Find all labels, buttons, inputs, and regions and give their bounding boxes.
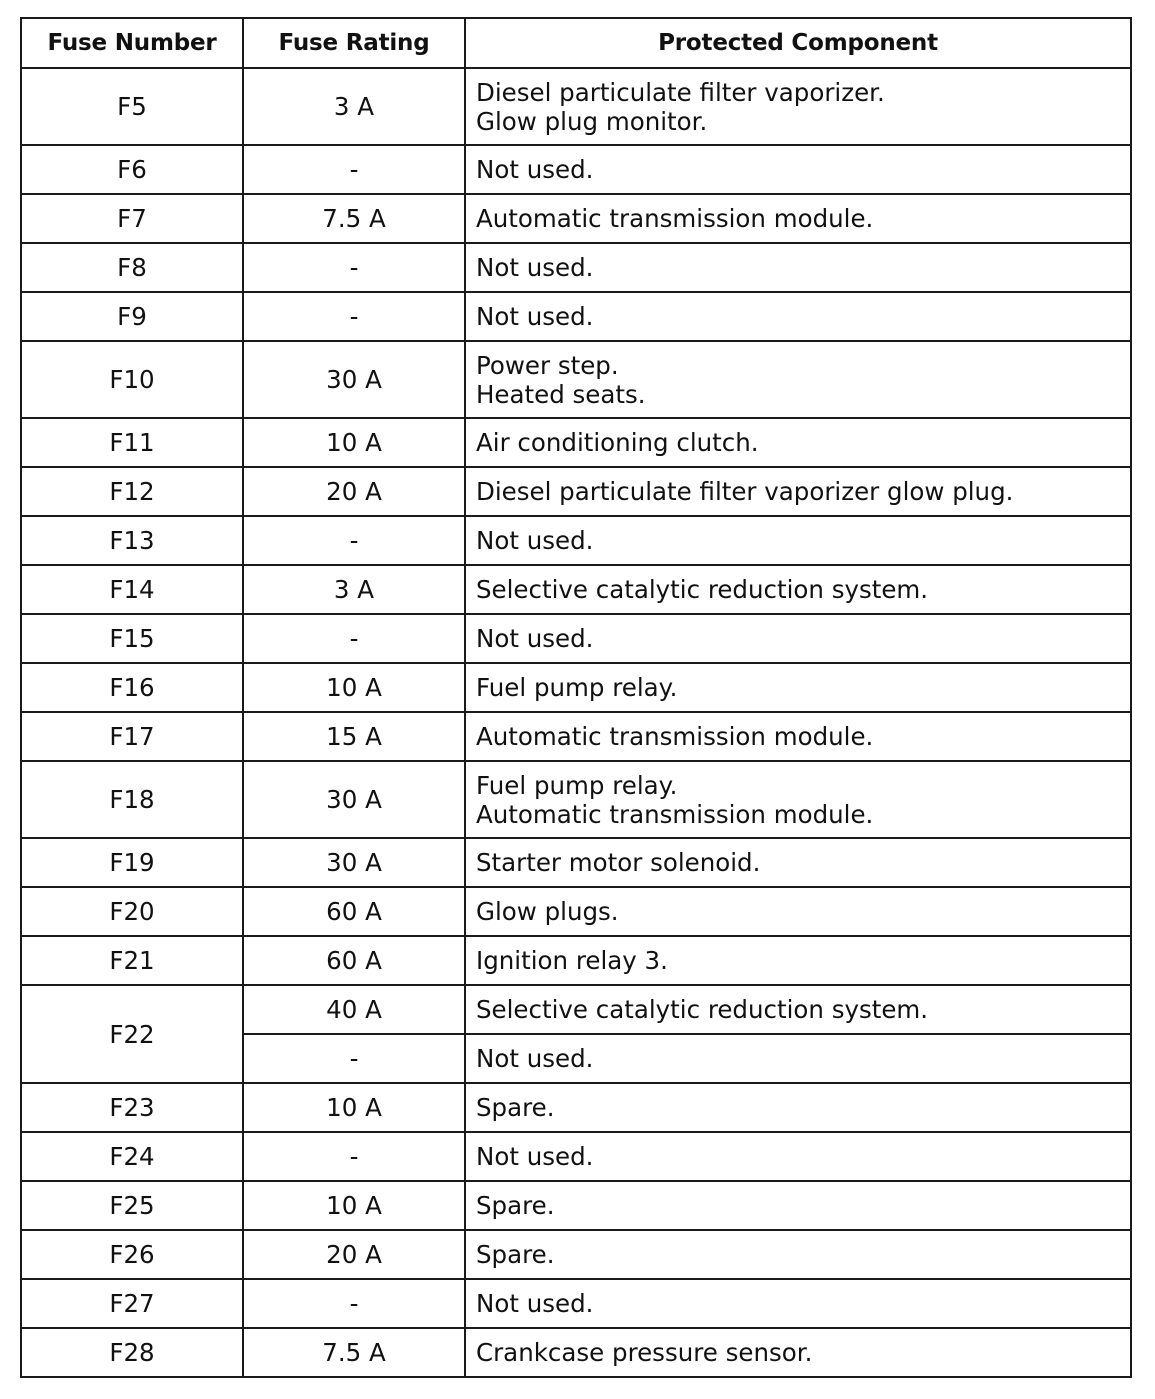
- fuse-rating-cell: 60 A: [243, 936, 465, 985]
- table-row: [21, 467, 1131, 516]
- protected-component-cell: [465, 194, 1131, 243]
- protected-component-cell: [465, 1181, 1131, 1230]
- component-line: Automatic transmission module.: [476, 722, 874, 751]
- fuse-rating-cell: 30 A: [243, 838, 465, 887]
- protected-component-cell: [465, 145, 1131, 194]
- component-line: Fuel pump relay.: [476, 673, 678, 702]
- component-line: Selective catalytic reduction system.: [476, 575, 929, 604]
- fuse-number-cell: F22: [21, 985, 243, 1083]
- header-fuse-rating: Fuse Rating: [243, 18, 465, 68]
- fuse-rating-cell: 15 A: [243, 712, 465, 761]
- component-line: Not used.: [476, 526, 594, 555]
- table-row: [21, 614, 1131, 663]
- fuse-rating-cell: 20 A: [243, 467, 465, 516]
- fuse-rating-cell: 10 A: [243, 1083, 465, 1132]
- protected-component-cell: [465, 1132, 1131, 1181]
- table-row: [21, 663, 1131, 712]
- table-row: [21, 1328, 1131, 1377]
- component-line: Not used.: [476, 302, 594, 331]
- component-line: Spare.: [476, 1240, 555, 1269]
- table-row: [21, 1230, 1131, 1279]
- component-line: Selective catalytic reduction system.: [476, 995, 929, 1024]
- fuse-rating-cell: 60 A: [243, 887, 465, 936]
- fuse-rating-cell: 10 A: [243, 663, 465, 712]
- protected-component-cell: [465, 418, 1131, 467]
- component-line: Diesel particulate filter vaporizer glow plug.: [476, 477, 1014, 506]
- fuse-rating-cell: 40 A: [243, 985, 465, 1034]
- table-row: [21, 565, 1131, 614]
- component-line: Not used.: [476, 155, 594, 184]
- protected-component-cell: [465, 614, 1131, 663]
- component-line: Not used.: [476, 253, 594, 282]
- component-line: Spare.: [476, 1191, 555, 1220]
- fuse-rating-cell: 7.5 A: [243, 1328, 465, 1377]
- protected-component-cell: [465, 292, 1131, 341]
- component-line: Not used.: [476, 1044, 594, 1073]
- component-line: Automatic transmission module.: [476, 799, 874, 829]
- fuse-rating-cell: -: [243, 145, 465, 194]
- fuse-number-cell: F13: [21, 516, 243, 565]
- table-row: [21, 936, 1131, 985]
- fuse-rating-cell: 7.5 A: [243, 194, 465, 243]
- component-line: Diesel particulate filter vaporizer.: [476, 77, 885, 107]
- table-row: [21, 1083, 1131, 1132]
- fuse-number-cell: F28: [21, 1328, 243, 1377]
- protected-component-cell: [465, 712, 1131, 761]
- fuse-rating-cell: 10 A: [243, 418, 465, 467]
- fuse-number-cell: F5: [21, 68, 243, 145]
- fuse-number-cell: F21: [21, 936, 243, 985]
- component-line: Spare.: [476, 1093, 555, 1122]
- component-line: Glow plug monitor.: [476, 106, 708, 136]
- protected-component-cell: [465, 1328, 1131, 1377]
- fuse-number-cell: F9: [21, 292, 243, 341]
- table-row: [21, 1279, 1131, 1328]
- fuse-number-cell: F10: [21, 341, 243, 418]
- component-line: Fuel pump relay.: [476, 770, 678, 800]
- fuse-number-cell: F8: [21, 243, 243, 292]
- fuse-number-cell: F6: [21, 145, 243, 194]
- fuse-number-cell: F11: [21, 418, 243, 467]
- fuse-number-cell: F15: [21, 614, 243, 663]
- protected-component-cell: [465, 1279, 1131, 1328]
- table-row: [21, 145, 1131, 194]
- component-line: Glow plugs.: [476, 897, 619, 926]
- table-row: [21, 712, 1131, 761]
- fuse-rating-cell: 30 A: [243, 341, 465, 418]
- fuse-rating-cell: -: [243, 1132, 465, 1181]
- fuse-rating-cell: 30 A: [243, 761, 465, 838]
- table-row: [21, 761, 1131, 838]
- component-line: Not used.: [476, 624, 594, 653]
- protected-component-cell: [465, 1034, 1131, 1083]
- protected-component-cell: [465, 68, 1131, 145]
- table-row: [21, 418, 1131, 467]
- table-row: [21, 985, 1131, 1034]
- fuse-rating-cell: 10 A: [243, 1181, 465, 1230]
- fuse-number-cell: F17: [21, 712, 243, 761]
- fuse-number-cell: F16: [21, 663, 243, 712]
- fuse-number-cell: F27: [21, 1279, 243, 1328]
- table-header-row: [21, 18, 1131, 68]
- fuse-table: [20, 17, 1132, 1378]
- fuse-number-cell: F26: [21, 1230, 243, 1279]
- table-body: [21, 68, 1131, 1377]
- fuse-rating-cell: 3 A: [243, 68, 465, 145]
- table-row: [21, 292, 1131, 341]
- fuse-number-cell: F25: [21, 1181, 243, 1230]
- fuse-number-cell: F14: [21, 565, 243, 614]
- protected-component-cell: [465, 936, 1131, 985]
- fuse-rating-cell: -: [243, 516, 465, 565]
- protected-component-cell: [465, 887, 1131, 936]
- protected-component-cell: [465, 663, 1131, 712]
- component-line: Power step.: [476, 350, 619, 380]
- table-row: [21, 838, 1131, 887]
- component-line: Not used.: [476, 1142, 594, 1171]
- protected-component-cell: [465, 1230, 1131, 1279]
- component-line: Not used.: [476, 1289, 594, 1318]
- protected-component-cell: [465, 838, 1131, 887]
- header-protected-component: Protected Component: [465, 18, 1131, 68]
- table-row: [21, 1181, 1131, 1230]
- component-line: Automatic transmission module.: [476, 204, 874, 233]
- fuse-number-cell: F24: [21, 1132, 243, 1181]
- protected-component-cell: [465, 243, 1131, 292]
- protected-component-cell: [465, 516, 1131, 565]
- fuse-rating-cell: -: [243, 243, 465, 292]
- table-row: [21, 887, 1131, 936]
- fuse-rating-cell: -: [243, 292, 465, 341]
- fuse-number-cell: F20: [21, 887, 243, 936]
- fuse-number-cell: F7: [21, 194, 243, 243]
- fuse-rating-cell: 20 A: [243, 1230, 465, 1279]
- fuse-number-cell: F12: [21, 467, 243, 516]
- fuse-rating-cell: -: [243, 614, 465, 663]
- fuse-rating-cell: -: [243, 1034, 465, 1083]
- header-fuse-number: Fuse Number: [21, 18, 243, 68]
- component-line: Air conditioning clutch.: [476, 428, 759, 457]
- table-row: [21, 516, 1131, 565]
- protected-component-cell: [465, 467, 1131, 516]
- component-line: Starter motor solenoid.: [476, 848, 761, 877]
- protected-component-cell: [465, 565, 1131, 614]
- fuse-rating-cell: -: [243, 1279, 465, 1328]
- protected-component-cell: [465, 985, 1131, 1034]
- table-row: [21, 1132, 1131, 1181]
- table-row: [21, 68, 1131, 145]
- table-row: [21, 243, 1131, 292]
- component-line: Ignition relay 3.: [476, 946, 668, 975]
- protected-component-cell: [465, 341, 1131, 418]
- component-line: Heated seats.: [476, 379, 646, 409]
- fuse-rating-cell: 3 A: [243, 565, 465, 614]
- fuse-number-cell: F19: [21, 838, 243, 887]
- table-row: [21, 194, 1131, 243]
- protected-component-cell: [465, 1083, 1131, 1132]
- protected-component-cell: [465, 761, 1131, 838]
- fuse-number-cell: F23: [21, 1083, 243, 1132]
- component-line: Crankcase pressure sensor.: [476, 1338, 813, 1367]
- table-row: [21, 341, 1131, 418]
- fuse-number-cell: F18: [21, 761, 243, 838]
